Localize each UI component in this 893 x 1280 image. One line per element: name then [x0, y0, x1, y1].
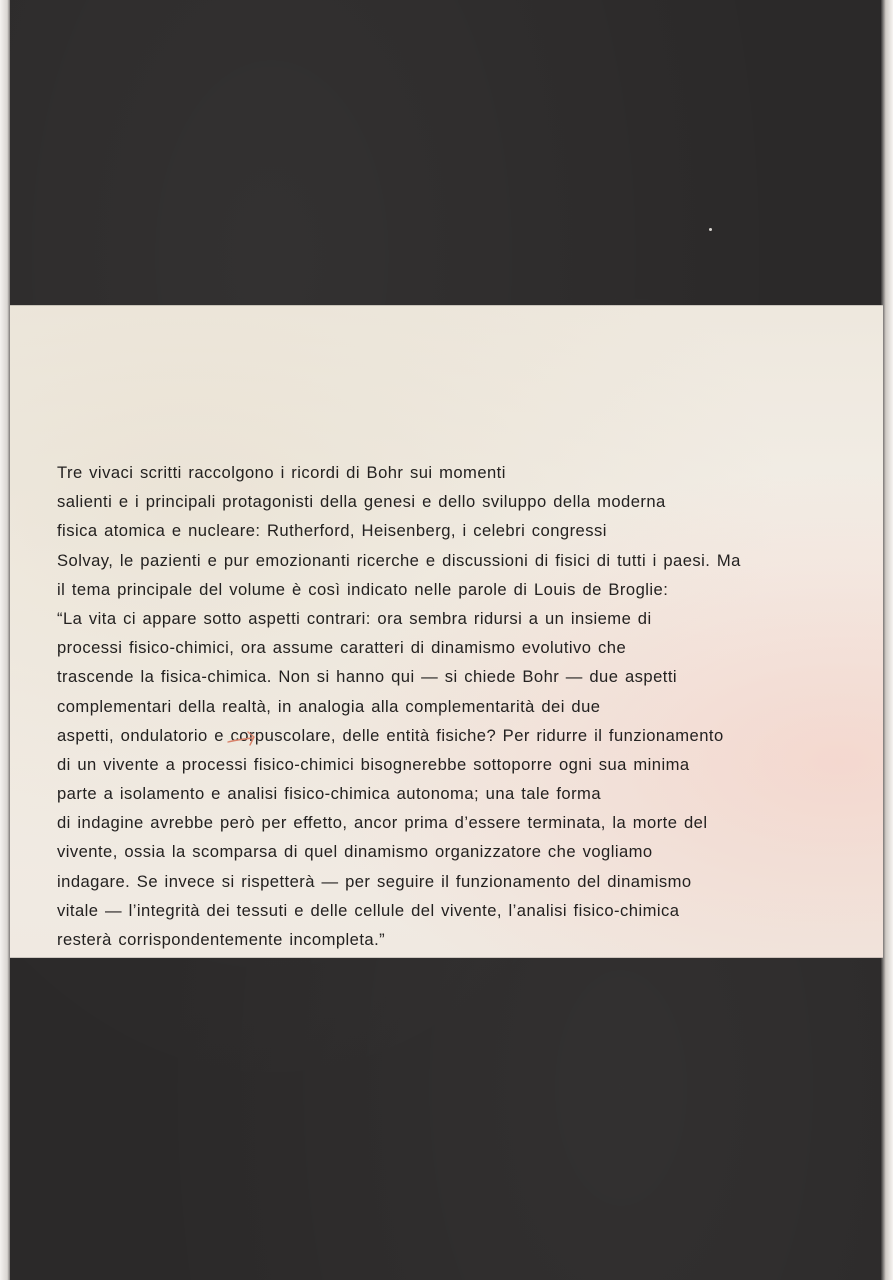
blurb-line: fisica atomica e nucleare: Rutherford, Heisenberg, i celebri congressi [57, 521, 607, 541]
blurb-line: di un vivente a processi fisico-chimici bisognerebbe sottoporre ogni sua minima [57, 754, 690, 774]
blurb-line: vitale — l’integrità dei tessuti e delle cellule del vivente, l’analisi fisico-chimica [57, 900, 680, 920]
blurb-text [57, 458, 837, 954]
dust-speck [709, 228, 712, 231]
blurb-line: aspetti, ondulatorio e corpuscolare, delle entità fisiche? Per ridurre il funzionamento [57, 725, 724, 745]
blurb-line: vivente, ossia la scomparsa di quel dinamismo organizzatore che vogliamo [57, 842, 653, 862]
blurb-line: complementari della realtà, in analogia alla complementarità dei due [57, 696, 601, 716]
blurb-line: indagare. Se invece si rispetterà — per seguire il funzionamento del dinamismo [57, 871, 692, 891]
blurb-line: salienti e i principali protagonisti della genesi e dello sviluppo della moderna [57, 492, 666, 512]
blurb-line: resterà corrispondentemente incompleta.” [57, 930, 386, 949]
blurb-line: processi fisico-chimici, ora assume caratteri di dinamismo evolutivo che [57, 638, 627, 658]
blurb-line: parte a isolamento e analisi fisico-chimica autonoma; una tale forma [57, 784, 602, 804]
blurb-line: Solvay, le pazienti e pur emozionanti ricerche e discussioni di fisici di tutti i paesi. Ma [57, 550, 741, 570]
blurb-line: “La vita ci appare sotto aspetti contrari: ora sembra ridursi a un insieme di [57, 608, 652, 628]
blurb-line: Tre vivaci scritti raccolgono i ricordi di Bohr sui momenti [57, 463, 506, 482]
blurb-line: il tema principale del volume è così indicato nelle parole di Louis de Broglie: [57, 579, 669, 599]
blurb-line: di indagine avrebbe però per effetto, ancor prima d’essere terminata, la morte del [57, 813, 708, 833]
pen-mark [226, 728, 266, 750]
blurb-line: trascende la fisica-chimica. Non si hanno qui — si chiede Bohr — due aspetti [57, 667, 678, 687]
